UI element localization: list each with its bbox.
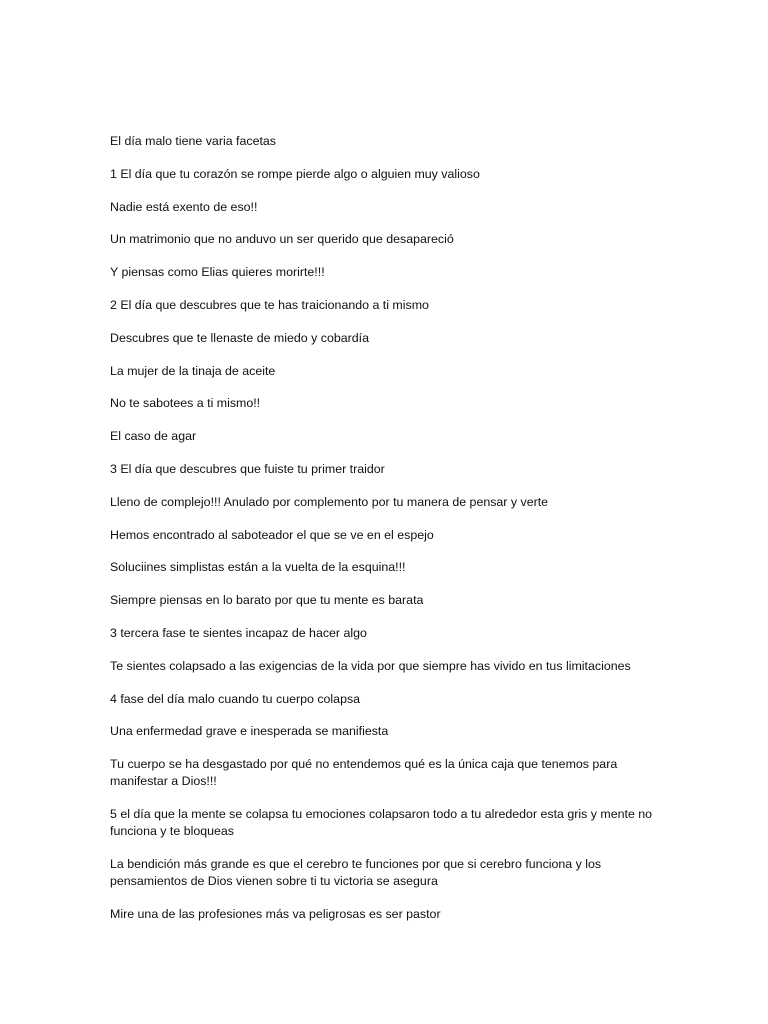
paragraph: 5 el día que la mente se colapsa tu emociones colapsaron todo a tu alrededor esta gris y mente no funciona y te bloqueas [110,806,653,838]
paragraph: Descubres que te llenaste de miedo y cobardía [110,330,369,345]
paragraph: Soluciines simplistas están a la vuelta de la esquina!!! [110,560,406,575]
paragraph: 4 fase del día malo cuando tu cuerpo colapsa [110,691,361,706]
paragraph: Te sientes colapsado a las exigencias de la vida por que siempre has vivido en tus limitaciones [110,658,631,673]
paragraph: Y piensas como Elias quieres morirte!!! [110,265,325,280]
paragraph: Una enfermedad grave e inesperada se manifiesta [110,724,389,739]
paragraph: Lleno de complejo!!! Anulado por complemento por tu manera de pensar y verte [110,494,549,509]
document-page [110,133,662,938]
paragraph: Nadie está exento de eso!! [110,199,258,214]
paragraph: Tu cuerpo se ha desgastado por qué no entendemos qué es la única caja que tenemos para manifestar a Dios!!! [110,757,618,789]
paragraph: El caso de agar [110,429,197,444]
paragraph: 3 El día que descubres que fuiste tu primer traidor [110,461,385,476]
paragraph: La mujer de la tinaja de aceite [110,363,276,378]
paragraph: 1 El día que tu corazón se rompe pierde algo o alguien muy valioso [110,166,480,181]
paragraph: 3 tercera fase te sientes incapaz de hacer algo [110,625,367,640]
paragraph: No te sabotees a ti mismo!! [110,396,261,411]
paragraph: Siempre piensas en lo barato por que tu mente es barata [110,593,424,608]
paragraph: La bendición más grande es que el cerebro te funciones por que si cerebro funciona y los pensamientos de Dios vienen sobre ti tu victoria se asegura [110,856,602,888]
paragraph: El día malo tiene varia facetas [110,134,276,148]
paragraph: Hemos encontrado al saboteador el que se ve en el espejo [110,527,434,542]
paragraph: 2 El día que descubres que te has traicionando a ti mismo [110,297,429,312]
paragraph: Un matrimonio que no anduvo un ser querido que desapareció [110,232,454,247]
paragraph: Mire una de las profesiones más va peligrosas es ser pastor [110,906,441,921]
